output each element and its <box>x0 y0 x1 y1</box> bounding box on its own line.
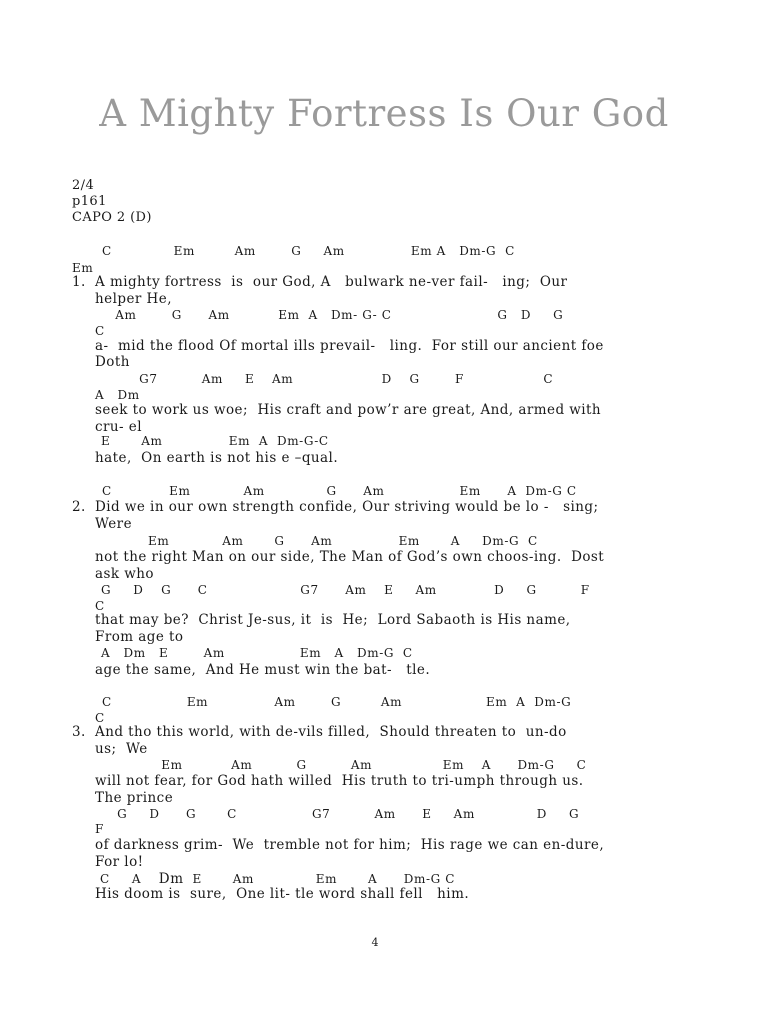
lyric-line: a- mid the flood Of mortal ills prevail- ling. For still our ancient foe <box>95 338 604 354</box>
lyric-line: of darkness grim- We tremble not for him; His rage we can en-dure, <box>95 837 605 853</box>
lyric-line: hate, On earth is not his e –qual. <box>95 450 339 466</box>
lyric-line: will not fear, for God hath willed His truth to tri-umph through us. <box>95 773 584 789</box>
lyric-line: His doom is sure, One lit- tle word shall fell him. <box>95 886 470 902</box>
chord-line-wrap: Em <box>72 261 94 275</box>
lyric-line: not the right Man on our side, The Man of God’s own choos-ing. Dost <box>95 549 605 565</box>
lyric-line-wrap: cru- el <box>95 419 143 435</box>
chord-line: C Em Am G Am Em A Dm-G <box>102 695 572 709</box>
chord-line: C Em Am G Am Em A Dm-G C <box>102 484 577 498</box>
lyric-line-wrap: The prince <box>95 790 174 806</box>
time-signature: 2/4 <box>72 178 95 193</box>
chord-line: G D G C G7 Am E Am D G F <box>101 583 590 597</box>
lyric-line-wrap: For lo! <box>95 854 144 870</box>
lyric-line: A mighty fortress is our God, A bulwark ne-ver fail- ing; Our <box>95 274 568 290</box>
chord-line: Em Am G Am Em A Dm-G C <box>95 758 587 772</box>
lyric-line: And tho this world, with de-vils filled, Should threaten to un-do <box>95 724 567 740</box>
lyric-line-wrap: Were <box>95 516 133 532</box>
chord-line-wrap: C <box>95 599 105 613</box>
page-reference: p161 <box>72 194 107 209</box>
lyric-line-wrap: Doth <box>95 354 130 370</box>
verse-number: 1. <box>72 274 86 290</box>
chord-line: Em Am G Am Em A Dm-G C <box>95 534 538 548</box>
chord-segment: C A <box>100 872 159 886</box>
lyric-line: seek to work us woe; His craft and pow’r are great, And, armed with <box>95 402 602 418</box>
song-title: A Mighty Fortress Is Our God <box>99 92 669 135</box>
chord-line: G D G C G7 Am E Am D G <box>95 807 580 821</box>
lyric-line-wrap: From age to <box>95 629 184 645</box>
lyric-line: Did we in our own strength confide, Our striving would be lo - sing; <box>95 499 599 515</box>
chord-line <box>100 871 455 887</box>
chord-segment: E Am Em A Dm-G C <box>183 872 455 886</box>
chord-line: C Em Am G Am Em A Dm-G C <box>102 244 515 258</box>
lyric-line-wrap: ask who <box>95 566 154 582</box>
chord-line: A Dm E Am Em A Dm-G C <box>101 646 413 660</box>
chord-line-wrap: A Dm <box>95 388 140 402</box>
chord-segment-emphasis: Dm <box>158 871 184 887</box>
lyric-line: that may be? Christ Je-sus, it is He; Lord Sabaoth is His name, <box>95 612 571 628</box>
lyric-line: age the same, And He must win the bat- tle. <box>95 662 431 678</box>
chord-line: G7 Am E Am D G F C <box>95 372 554 386</box>
chord-line-wrap: C <box>95 711 105 725</box>
page-number: 4 <box>371 936 379 949</box>
lyric-line-wrap: helper He, <box>95 291 172 307</box>
song-meta <box>72 178 152 226</box>
verse-number: 2. <box>72 499 86 515</box>
capo-note: CAPO 2 (D) <box>72 210 152 225</box>
chord-line-wrap: F <box>95 822 104 836</box>
chord-line: E Am Em A Dm-G-C <box>101 434 329 448</box>
verse-number: 3. <box>72 724 86 740</box>
chord-line: Am G Am Em A Dm- G- C G D G <box>102 308 564 322</box>
lyric-line-wrap: us; We <box>95 741 148 757</box>
chord-line-wrap: C <box>95 324 105 338</box>
